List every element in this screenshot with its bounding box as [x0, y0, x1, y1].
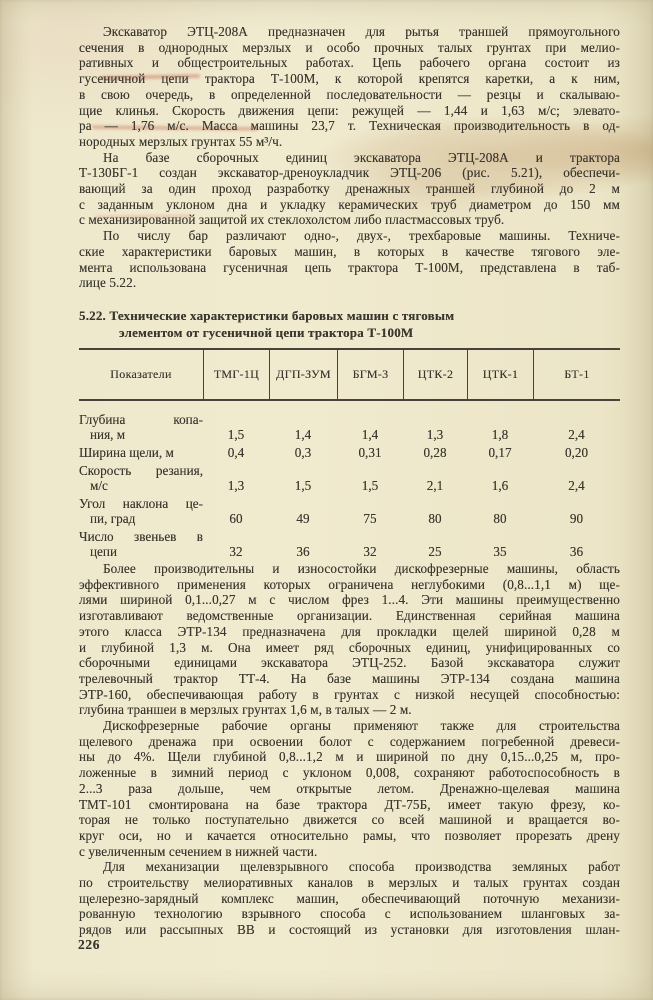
table-cell: 0,17 [488, 445, 512, 460]
text-line: ра — 1,76 м/с. Масса машины 23,7 т. Техническая производительность в од- [79, 118, 620, 134]
table-cell: 36 [296, 544, 310, 559]
row-label [79, 529, 203, 559]
row-label [79, 445, 203, 460]
table-cell: 1,3 [227, 478, 245, 493]
spec-table [79, 348, 620, 568]
row-label-line: Скорость резания, [79, 463, 203, 478]
text-line: с увеличенным сечением в нижней части. [79, 843, 318, 859]
text-line: рядов или рассыпных ВВ и состоящий из установки для изготовления шлан- [79, 922, 620, 938]
text-line: сборочными единицами экскаватора ЭТЦ-252. Базой экскаватора служит [79, 655, 620, 671]
table-cell: 32 [363, 544, 377, 559]
text-line: 2...3 раза дольше, чем открытые летом. Дренажно-щелевая машина [79, 780, 620, 796]
table-cell: 0,3 [294, 445, 312, 460]
body-text-top [79, 24, 620, 291]
page-number: 226 [78, 937, 101, 952]
row-label-line: пи, град [90, 511, 136, 526]
text-line: щие клинья. Скорость движения цепи: режущей — 1,44 и 1,63 м/с; элевато- [79, 102, 620, 118]
row-label-line: Число звеньев в [79, 529, 203, 544]
paragraph [79, 150, 620, 229]
text-line: глубина траншеи в мерзлых грунтах 1,6 м, в талых — 2 м. [79, 702, 412, 718]
row-label-line: Угол наклона це- [79, 496, 203, 511]
text-line: лице 5.22. [79, 275, 137, 291]
row-label [79, 412, 203, 442]
text-line: Для механизации щелевзрывного способа производства земляных работ [103, 859, 620, 875]
text-line: круг оси, но и качается относительно рамы, что позволяет прорезать дрену [79, 827, 620, 843]
text-line: с заданным уклоном дна и укладку керамических труб диаметром до 150 мм [79, 196, 620, 212]
text-line: нородных мерзлых грунтах 55 м³/ч. [79, 133, 283, 149]
text-line: ны до 4%. Щели глубиной 0,8...1,2 м и шириной по дну 0,15...0,25 м, про- [79, 749, 620, 765]
table-cell: 0,31 [358, 445, 382, 460]
text-line: вающий за один проход разработку дренажных траншей глубиной до 2 м [79, 181, 620, 197]
text-line: по строительству мелиоративных каналов в мерзлых и талых грунтах создан [79, 875, 620, 891]
text-line: гусеничной цепи трактора Т-100М, к которой крепятся каретки, а к ним, [79, 71, 620, 87]
table-header-row [79, 348, 620, 401]
row-label [79, 496, 203, 526]
table-cell: 35 [493, 544, 507, 559]
table-header-cell: ДГП-ЗУМ [269, 350, 337, 399]
paragraph [79, 561, 620, 718]
table-header-cell: БГМ-3 [337, 350, 403, 399]
row-label-line: Глубина копа- [79, 412, 203, 427]
table-cell: 80 [428, 511, 442, 526]
table-cell: 0,20 [564, 445, 589, 460]
table-caption [79, 307, 620, 341]
text-line: этого класса ЭТР-134 предназначена для прокладки щелей шириной 0,28 м [79, 623, 620, 639]
table-cell: 1,5 [227, 427, 245, 442]
text-line: Дискофрезерные рабочие органы применяют также для строительства [103, 718, 620, 734]
text-line: с механизированной защитой их стеклохолстом либо пластмассовых труб. [79, 212, 505, 228]
table-cell: 1,4 [294, 427, 312, 442]
paragraph [79, 24, 620, 150]
text-line: ложенные в зимний период с уклоном 0,008, сохраняют работоспособность в [79, 765, 620, 781]
text-line: ские характеристики баровых машин, в которых в качестве тягового эле- [79, 243, 620, 259]
table-body [79, 401, 620, 568]
table-caption-line: элементом от гусеничной цепи трактора Т-100М [119, 325, 414, 340]
paragraph [79, 859, 620, 938]
text-line: трелевочный трактор ТТ-4. На базе машины ЭТР-134 создана машина [79, 670, 620, 686]
text-line: торая не только поступательно движется со всей машиной и вращается во- [79, 812, 620, 828]
table-cell: 60 [229, 511, 243, 526]
table-caption-line: 5.22. Технические характеристики баровых машин с тяговым [79, 308, 455, 323]
table-cell: 2,1 [426, 478, 444, 493]
table-header-cell: БТ-1 [533, 350, 620, 399]
table-cell: 75 [363, 511, 377, 526]
text-line: ЭТР-160, обеспечивающая работу в грунтах с низкой несущей способностью: [79, 686, 620, 702]
text-line: и глубиной 1,3 м. Она имеет ряд сборочных единиц, унифицированных со [79, 639, 620, 655]
text-line: сечения в однородных мерзлых и особо прочных талых грунтах при мелио- [79, 39, 620, 55]
table-row [79, 463, 620, 493]
row-label-line: цепи [90, 544, 118, 559]
table-cell: 2,4 [568, 427, 585, 442]
text-line: рованную технологию взрывного способа с использованием шланговых за- [79, 906, 620, 922]
table-cell: 0,28 [423, 445, 447, 460]
table-row [79, 412, 620, 442]
table-cell: 36 [569, 544, 584, 559]
table-row [79, 445, 620, 460]
text-line: щелевого дренажа при освоении болот с содержанием погребенной древеси- [79, 733, 620, 749]
table-header-cell: ТМГ-1Ц [203, 350, 269, 399]
text-line: в свою очередь, в определенной последовательности — резцы и скалываю- [79, 86, 620, 102]
table-row [79, 496, 620, 526]
table-cell: 1,6 [491, 478, 509, 493]
table-cell: 1,4 [361, 427, 379, 442]
text-line: Экскаватор ЭТЦ-208А предназначен для рытья траншей прямоугольного [103, 24, 620, 39]
text-line: мента использована гусеничная цепь трактора Т-100М, представлена в таб- [79, 259, 620, 275]
table-cell: 49 [296, 511, 310, 526]
table-header-cell: Показатели [110, 367, 172, 381]
text-line: По числу бар различают одно-, двух-, трехбаровые машины. Техниче- [103, 228, 620, 244]
table-cell: 1,5 [361, 478, 379, 493]
text-line: щелерезно-зарядный комплекс машин, обеспечивающий поточную механизи- [79, 890, 620, 906]
table-row [79, 529, 620, 559]
table-cell: 2,4 [568, 478, 585, 493]
row-label [79, 463, 203, 493]
paragraph [79, 228, 620, 291]
table-header-cell: ЦТК-2 [403, 350, 467, 399]
text-line: эффективного применения которых ограничена неглубокими (0,8...1,1 м) ще- [79, 576, 620, 592]
text-line: Более производительны и износостойки дискофрезерные машины, область [103, 561, 620, 576]
paragraph [79, 718, 620, 859]
table-cell: 1,3 [426, 427, 444, 442]
body-text-bottom [79, 561, 620, 938]
table-cell: 80 [493, 511, 507, 526]
table-cell: 1,8 [491, 427, 509, 442]
text-line: На базе сборочных единиц экскаватора ЭТЦ-208А и трактора [103, 149, 620, 165]
table-header-cell: ЦТК-1 [467, 350, 533, 399]
table-cell: 0,4 [227, 445, 245, 460]
table-cell: 90 [569, 511, 584, 526]
text-line: Т-130БГ-1 создан экскаватор-дреноукладчик ЭТЦ-206 (рис. 5.21), обеспечи- [79, 165, 620, 181]
text-line: ТМТ-101 смонтирована на базе трактора ДТ-75Б, имеет такую фрезу, ко- [79, 796, 620, 812]
row-label-line: ния, м [90, 427, 126, 442]
text-line: изготавливают ведомственные организации. Единственная серийная машина [79, 608, 620, 624]
row-label-line: Ширина щели, м [79, 445, 174, 460]
text-line: ративных и общестроительных работах. Цепь рабочего органа состоит из [79, 55, 620, 71]
text-line: лями шириной 0,1...0,27 м с числом фрез 1...4. Эти машины преимущественно [79, 592, 620, 608]
table-cell: 1,5 [294, 478, 312, 493]
table-cell: 25 [428, 544, 442, 559]
table-cell: 32 [229, 544, 243, 559]
row-label-line: м/с [90, 478, 108, 493]
